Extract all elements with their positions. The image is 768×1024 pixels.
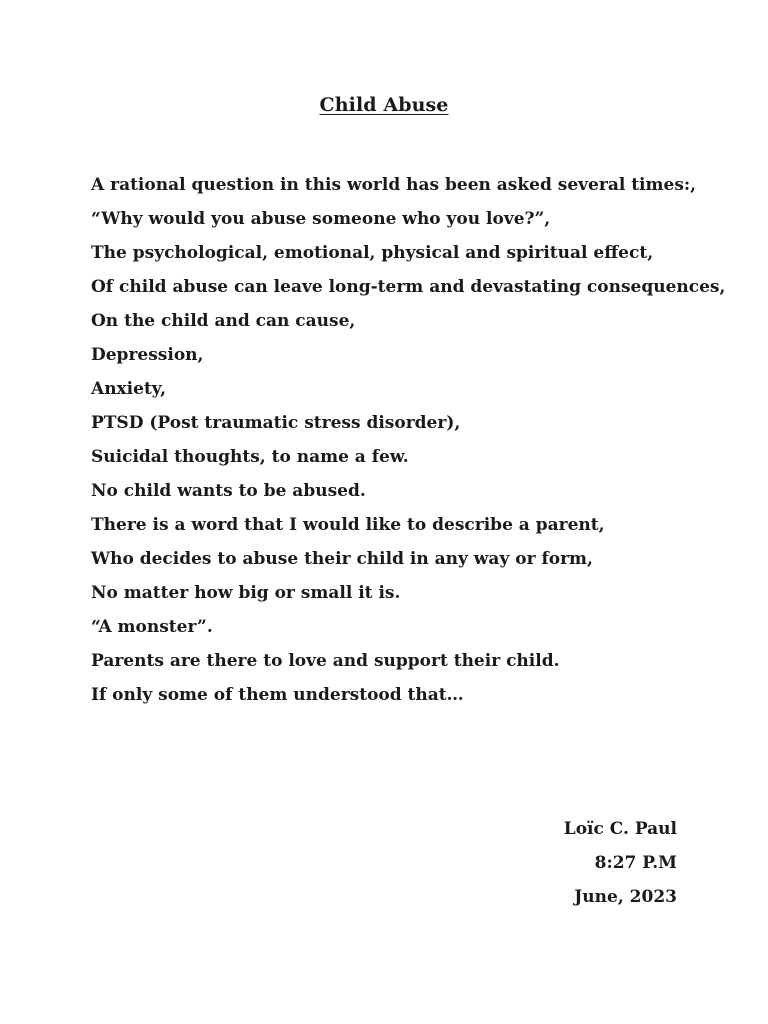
poem-line: Parents are there to love and support their child. (91, 651, 560, 671)
poem-line: No child wants to be abused. (91, 481, 366, 501)
signature-block (564, 814, 677, 916)
poem-line: The psychological, emotional, physical and spiritual effect, (91, 243, 654, 263)
poem-line: PTSD (Post traumatic stress disorder), (91, 413, 461, 433)
poem-line: A rational question in this world has been asked several times:, (91, 175, 697, 195)
document-title: Child Abuse (319, 94, 449, 116)
poem-line: “A monster”. (91, 617, 213, 637)
poem-body (91, 170, 726, 714)
signature-time: 8:27 P.M (594, 853, 677, 873)
poem-line: Depression, (91, 345, 204, 365)
signature-date: June, 2023 (574, 887, 677, 907)
poem-line: Suicidal thoughts, to name a few. (91, 447, 409, 467)
poem-line: Anxiety, (91, 379, 166, 399)
poem-line: No matter how big or small it is. (91, 583, 401, 603)
poem-line: If only some of them understood that… (91, 685, 464, 705)
author-name: Loïc C. Paul (563, 819, 677, 839)
poem-line: On the child and can cause, (91, 311, 356, 331)
poem-line: There is a word that I would like to describe a parent, (91, 515, 605, 535)
poem-line: Of child abuse can leave long-term and devastating consequences, (91, 277, 726, 297)
poem-line: Who decides to abuse their child in any way or form, (91, 549, 593, 569)
poem-line: “Why would you abuse someone who you love?”, (91, 209, 551, 229)
